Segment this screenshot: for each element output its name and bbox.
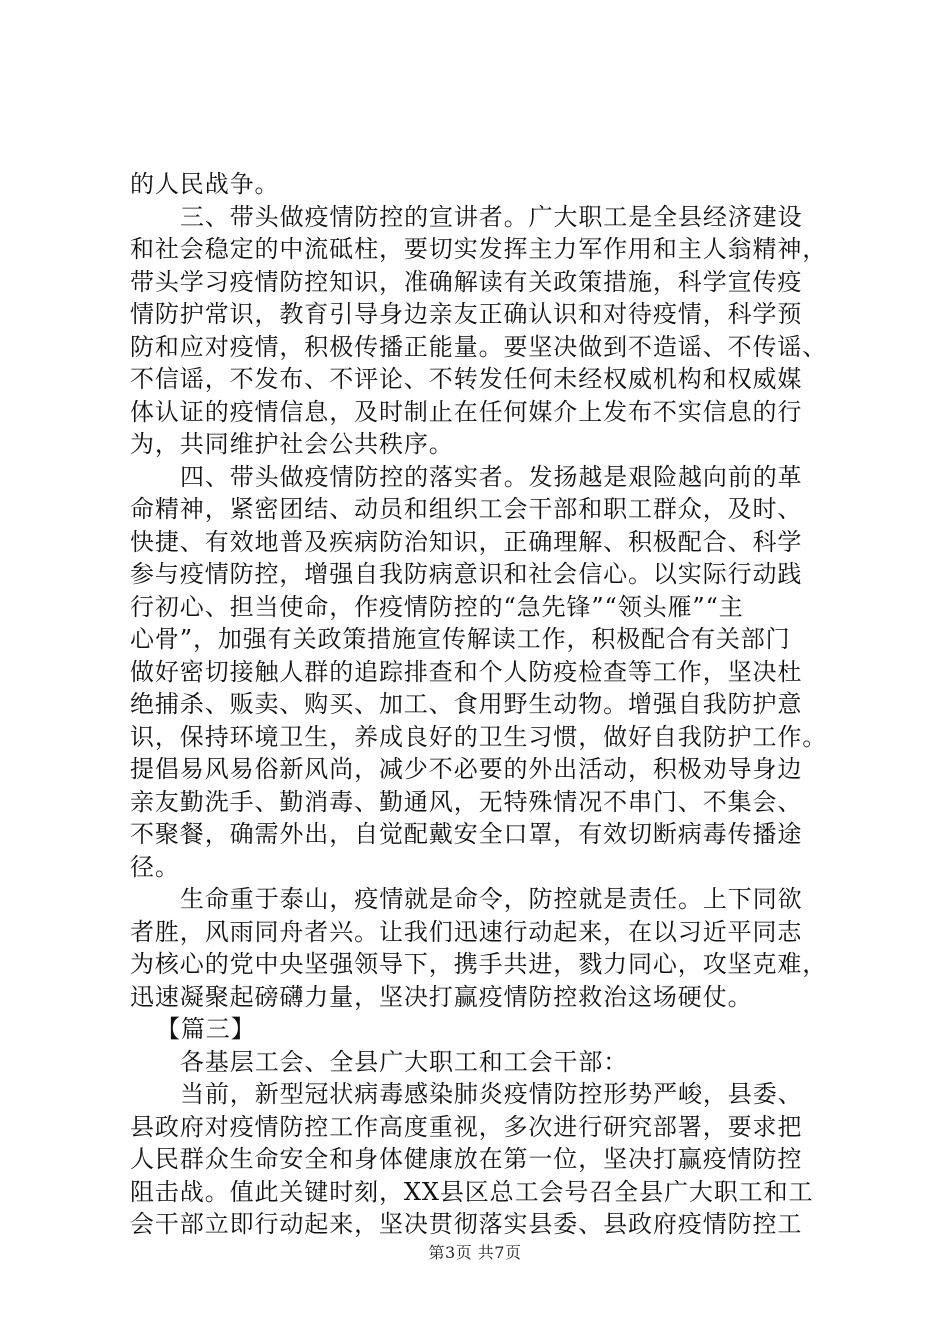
text-line: 快捷、有效地普及疾病防治知识，正确理解、积极配合、科学 [130, 527, 803, 556]
text-line: 和社会稳定的中流砥柱，要切实发挥主力军作用和主人翁精神， [130, 235, 828, 263]
text-line: 识，保持环境卫生，养成良好的卫生习惯，做好自我防护工作。 [130, 722, 828, 751]
section-heading-line: 三、带头做疫情防控的宣讲者。广大职工是全县经济建设 [180, 202, 803, 231]
text-line: 行初心、担当使命，作疫情防控的“急先锋”“领头雁”“主 [130, 592, 744, 621]
text-line: 径。 [130, 852, 180, 881]
text-line: 带头学习疫情防控知识，准确解读有关政策措施，科学宣传疫 [130, 267, 803, 296]
text-line: 命精神，紧密团结、动员和组织工会干部和职工群众，及时、 [130, 495, 803, 523]
text-line: 阻击战。值此关键时刻，XX县区总工会号召全县广大职工和工 [130, 1177, 814, 1206]
text-line: 做好密切接触人群的追踪排查和个人防疫检查等工作，坚决杜 [130, 657, 803, 686]
text-line: 提倡易风易俗新风尚，减少不必要的外出活动，积极劝导身边 [130, 755, 803, 783]
text-line: 心骨”，加强有关政策措施宣传解读工作，积极配合有关部门 [130, 625, 791, 653]
text-line: 亲友勤洗手、勤消毒、勤通风，无特殊情况不串门、不集会、 [130, 787, 803, 816]
text-line: 不信谣，不发布、不评论、不转发任何未经权威机构和权威媒 [130, 365, 803, 393]
salutation-line: 各基层工会、全县广大职工和工会干部： [180, 1047, 629, 1076]
text-line: 参与疫情防控，增强自我防病意识和社会信心。以实际行动践 [130, 560, 803, 588]
page-footer: 第3页 共7页 [428, 1243, 522, 1262]
section-heading-line: 四、带头做疫情防控的落实者。发扬越是艰险越向前的革 [180, 462, 803, 491]
text-line: 体认证的疫情信息，及时制止在任何媒介上发布不实信息的行 [130, 397, 803, 426]
text-line: 迅速凝聚起磅礴力量，坚决打赢疫情防控救治这场硬仗。 [130, 982, 753, 1011]
text-line: 者胜，风雨同舟者兴。让我们迅速行动起来，在以习近平同志 [130, 917, 803, 946]
text-line: 不聚餐，确需外出，自觉配戴安全口罩，有效切断病毒传播途 [130, 820, 803, 848]
text-line: 县政府对疫情防控工作高度重视，多次进行研究部署，要求把 [130, 1112, 803, 1141]
text-line: 情防护常识，教育引导身边亲友正确认识和对待疫情，科学预 [130, 300, 803, 328]
document-body [130, 168, 850, 1241]
chapter-heading: 【篇三】 [156, 1015, 256, 1043]
text-line: 绝捕杀、贩卖、购买、加工、食用野生动物。增强自我防护意 [130, 690, 803, 718]
paragraph-start-line: 当前，新型冠状病毒感染肺炎疫情防控形势严峻，县委、 [180, 1080, 803, 1108]
text-line: 防和应对疫情，积极传播正能量。要坚决做到不造谣、不传谣、 [130, 332, 828, 361]
text-line: 为核心的党中央坚强领导下，携手共进，戮力同心，攻坚克难， [130, 950, 828, 978]
text-line: 为，共同维护社会公共秩序。 [130, 430, 454, 458]
text-line: 人民群众生命安全和身体健康放在第一位，坚决打赢疫情防控 [130, 1145, 803, 1173]
text-line: 会干部立即行动起来，坚决贯彻落实县委、县政府疫情防控工 [130, 1210, 803, 1238]
paragraph-start-line: 生命重于泰山，疫情就是命令，防控就是责任。上下同欲 [180, 885, 803, 913]
text-line: 的人民战争。 [130, 170, 280, 198]
